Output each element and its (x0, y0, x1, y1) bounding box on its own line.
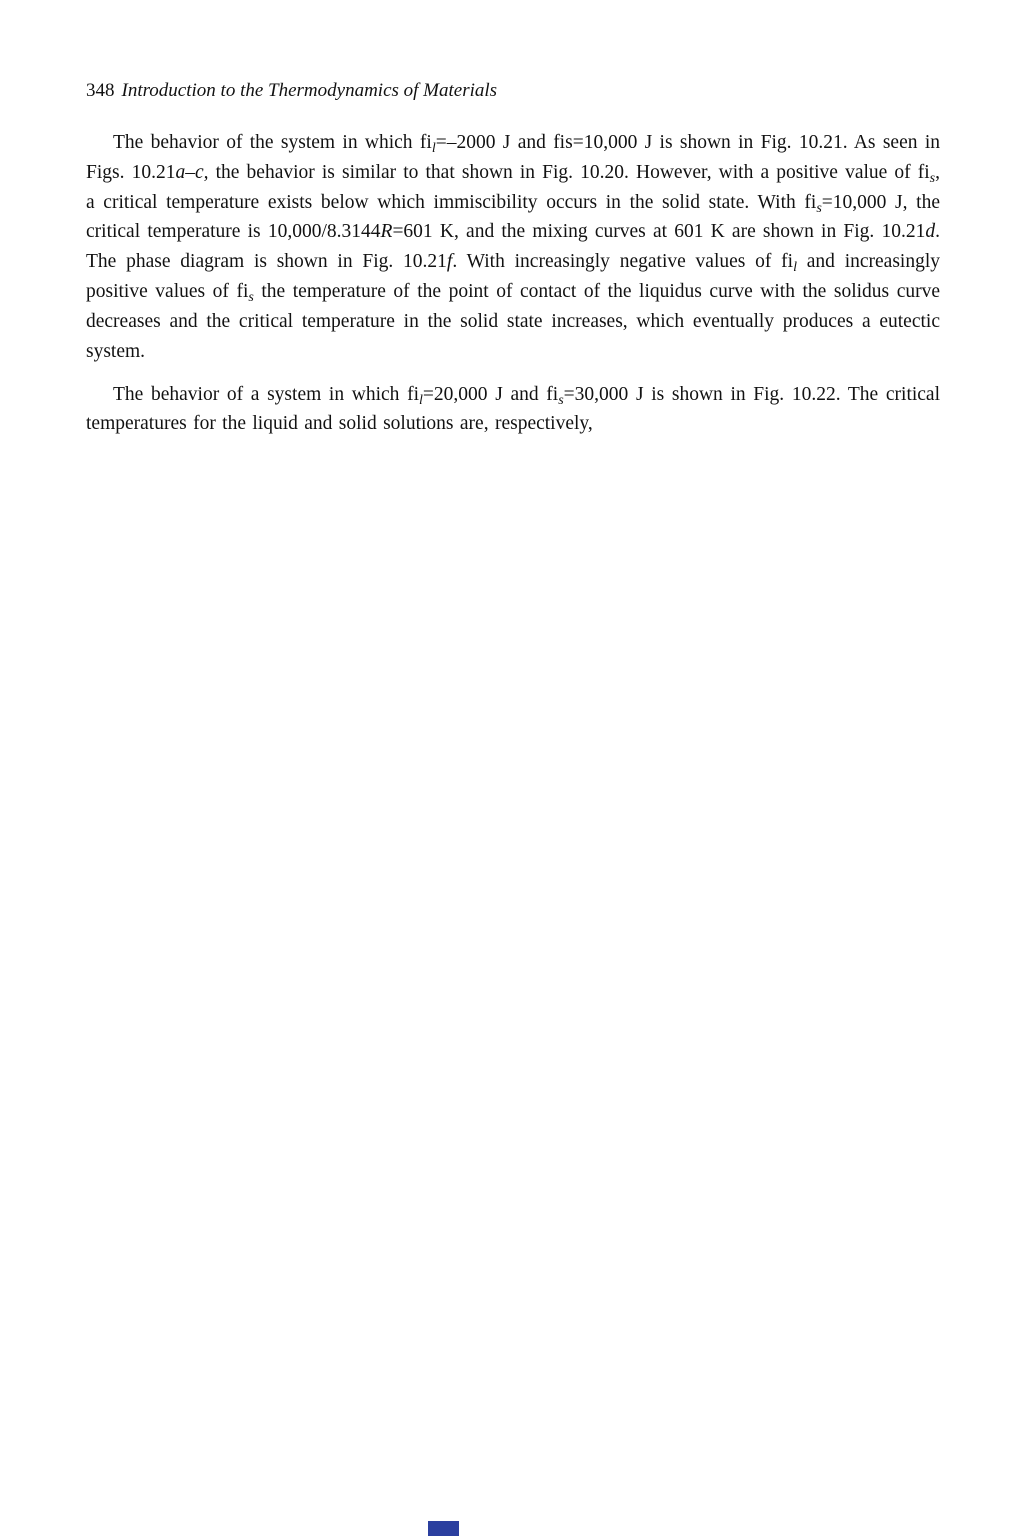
page-number: 348 (86, 80, 115, 101)
book-title: Introduction to the Thermodynamics of Materials (121, 80, 498, 101)
paragraph-2: The behavior of a system in which $fi_l=20,000$ J and $fi_s=30,000$ J is shown in Fig. 10.22. The critical temperatures for the liquid and solid solutions are, respectively, (86, 383, 941, 435)
paragraph-1: The behavior of the system in which $fi_l=-2000$ J and fis=10,000 J is shown in Fig. 10.21. As seen in Figs. 10.21a–c, the behavior is similar to that shown in Fig. 10.20. However, with a positive value of $fi_s$, a critical temperature exists below which immiscibility occurs in the solid state. With $fi_s=10,000$ J, the critical temperature is 10,000/8.3144R=601 K, and the mixing curves at 601 K are shown in Fig. 10.21d. The phase diagram is shown in Fig. 10.21f. With increasingly negative values of $fi_l$ and increasingly positive values of $fi_s$ the temperature of the point of contact of the liquidus curve with the solidus curve decreases and the critical temperature in the solid state increases, which eventually produces a eutectic system. (86, 132, 941, 362)
page-header (86, 80, 940, 102)
footer-marker (428, 1521, 459, 1536)
